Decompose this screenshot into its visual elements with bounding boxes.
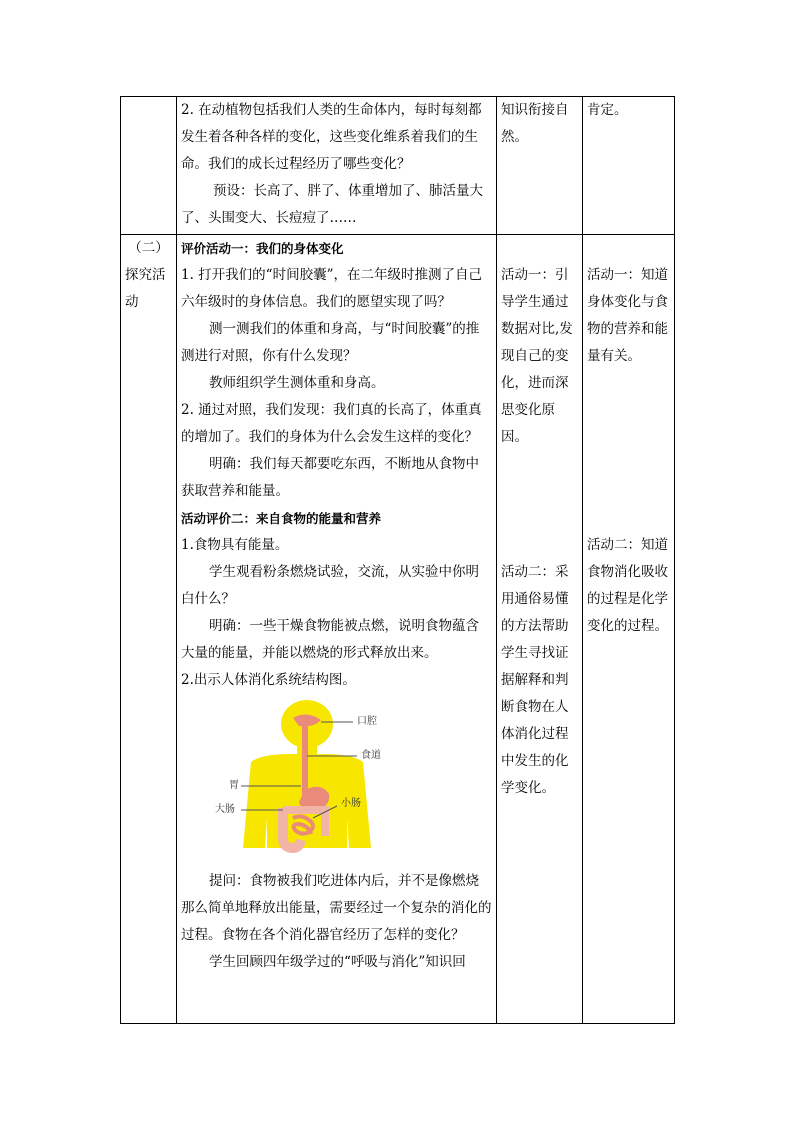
stage-cell bbox=[121, 235, 177, 1024]
design-cell: 知识衔接自然。 bbox=[497, 97, 583, 235]
design-note-1: 活动一：引导学生通过数据对比,发现自己的变化，进而深思变化原因。 bbox=[501, 267, 573, 445]
paragraph: 2. 在动植物包括我们人类的生命体内，每时每刻都发生着各种各样的变化，这些变化维系着我们的生命。我们的成长过程经历了哪些变化？ bbox=[181, 102, 482, 172]
design-cell bbox=[497, 235, 583, 1024]
paragraph: 测一测我们的体重和身高，与“时间胶囊”的推测进行对照，你有什么发现？ bbox=[181, 321, 480, 364]
paragraph: 提问：食物被我们吃进体内后，并不是像燃烧那么简单地释放出能量，需要经过一个复杂的消化的过程。食物在各个消化器官经历了怎样的变化？ bbox=[181, 873, 492, 943]
paragraph: 学生观看粉条燃烧试验，交流，从实验中你明白什么？ bbox=[181, 564, 479, 607]
paragraph: 1. 打开我们的“时间胶囊”，在二年级时推测了自己六年级时的身体信息。我们的愿望实现了吗？ bbox=[181, 267, 482, 310]
paragraph: 2. 通过对照，我们发现：我们真的长高了，体重真的增加了。我们的身体为什么会发生这样的变化？ bbox=[181, 402, 482, 445]
design-note-2: 活动二：采用通俗易懂的方法帮助学生寻找证据解释和判断食物在人体消化过程中发生的化学变化。 bbox=[501, 564, 569, 796]
digestive-system-diagram bbox=[215, 698, 421, 858]
mouth-label: 口腔 bbox=[357, 716, 377, 727]
small-intestine-label: 小肠 bbox=[341, 798, 361, 809]
goal-cell bbox=[583, 235, 675, 1024]
section-heading: 活动评价二：来自食物的能量和营养 bbox=[181, 511, 382, 526]
stage-number: （二） bbox=[128, 240, 169, 256]
table-row bbox=[121, 97, 675, 235]
paragraph: 明确：我们每天都要吃东西，不断地从食物中获取营养和能量。 bbox=[181, 456, 479, 499]
table-row bbox=[121, 235, 675, 1024]
stage-name: 探究活动 bbox=[125, 267, 166, 310]
paragraph: 预设：长高了、胖了、体重增加了、肺活量大了、头围变大、长痘痘了…… bbox=[181, 183, 483, 226]
lesson-plan-table bbox=[120, 96, 675, 1024]
stage-cell bbox=[121, 97, 177, 235]
large-intestine-label: 大肠 bbox=[215, 804, 235, 815]
paragraph: 1.食物具有能量。 bbox=[181, 537, 289, 553]
section-heading: 评价活动一：我们的身体变化 bbox=[181, 241, 344, 256]
paragraph: 明确：一些干燥食物能被点燃，说明食物蕴含大量的能量，并能以燃烧的形式释放出来。 bbox=[181, 618, 479, 661]
digestive-system-illustration bbox=[221, 698, 421, 858]
paragraph: 教师组织学生测体重和身高。 bbox=[209, 375, 385, 391]
goal-cell: 肯定。 bbox=[583, 97, 675, 235]
goal-note-1: 活动一：知道身体变化与食物的营养和能量有关。 bbox=[587, 267, 668, 364]
stomach-label: 胃 bbox=[229, 780, 239, 791]
content-cell bbox=[177, 235, 497, 1024]
content-cell bbox=[177, 97, 497, 235]
paragraph: 学生回顾四年级学过的“呼吸与消化”知识回 bbox=[209, 954, 466, 970]
esophagus-label: 食道 bbox=[361, 750, 381, 761]
paragraph: 2.出示人体消化系统结构图。 bbox=[181, 672, 356, 688]
goal-note-2: 活动二：知道食物消化吸收的过程是化学变化的过程。 bbox=[587, 537, 668, 634]
